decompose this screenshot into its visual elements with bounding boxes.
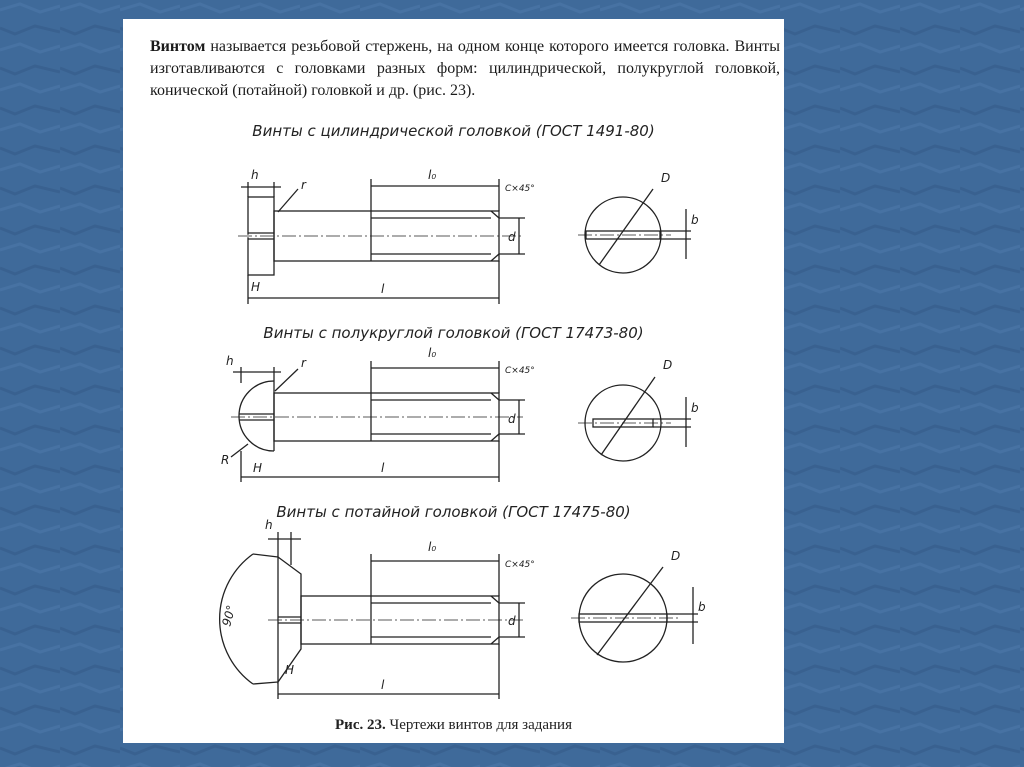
label-R-2: R <box>221 453 230 467</box>
label-d-3: d <box>508 614 516 628</box>
round-screw-side-view <box>221 346 535 482</box>
label-angle-3: 90° <box>219 603 239 628</box>
label-D-2: D <box>663 358 673 372</box>
definition-text: называется резьбовой стержень, на одном конце которого имеется головка. Винты изготавливаются с головками разных форм: цилиндрической, полукруглой головкой, конической (потайной) головкой и др. (рис. 23). <box>150 38 780 99</box>
label-b-1: b <box>691 213 699 227</box>
round-screw-top-view <box>578 358 699 461</box>
term-screw: Винтом <box>150 38 206 55</box>
label-r-1: r <box>301 178 306 192</box>
label-D-3: D <box>671 549 681 563</box>
label-D-1: D <box>661 171 671 185</box>
label-h-2: h <box>226 354 234 368</box>
label-H-1: H <box>251 280 261 294</box>
countersunk-screw-side-view <box>219 518 534 699</box>
label-b-3: b <box>698 600 706 614</box>
label-H-2: H <box>253 461 263 475</box>
label-d-2: d <box>508 412 516 426</box>
label-l0-3: l₀ <box>428 540 437 554</box>
label-chamfer-3: C×45° <box>505 560 535 570</box>
technical-drawing <box>123 19 784 743</box>
countersunk-screw-top-view <box>571 549 706 662</box>
figure-number: Рис. 23. <box>335 717 386 733</box>
label-b-2: b <box>691 401 699 415</box>
label-l0-2: l₀ <box>428 346 437 360</box>
cylindrical-screw-top-view <box>578 171 699 273</box>
label-d-1: d <box>508 230 516 244</box>
label-chamfer-2: C×45° <box>505 366 535 376</box>
label-l-3: l <box>381 678 385 692</box>
cylindrical-screw-side-view <box>238 168 535 304</box>
label-chamfer-1: C×45° <box>505 184 535 194</box>
section-title-round: Винты с полукруглой головкой (ГОСТ 17473-80) <box>263 324 644 342</box>
section-title-cylindrical: Винты с цилиндрической головкой (ГОСТ 1491-80) <box>252 122 655 140</box>
label-h-1: h <box>251 168 259 182</box>
label-l-1: l <box>381 282 385 296</box>
label-r-2: r <box>301 356 306 370</box>
figure-caption-text: Чертежи винтов для задания <box>385 717 572 733</box>
label-l0-1: l₀ <box>428 168 437 182</box>
label-h-3: h <box>265 518 273 532</box>
section-title-countersunk: Винты с потайной головкой (ГОСТ 17475-80) <box>276 503 631 521</box>
label-l-2: l <box>381 461 385 475</box>
figure-caption <box>123 717 784 734</box>
label-H-3: H <box>285 663 295 677</box>
